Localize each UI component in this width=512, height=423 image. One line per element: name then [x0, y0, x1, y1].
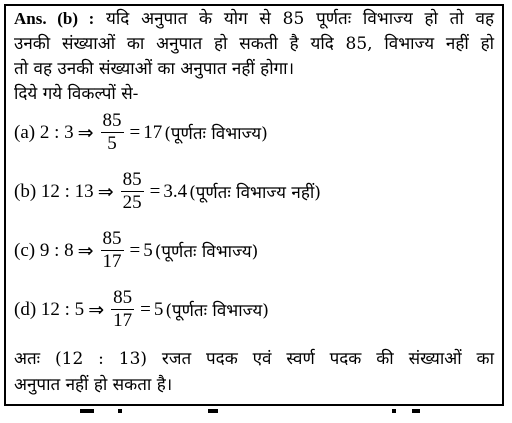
intro-line-3: तो वह उनकी संख्याओं का अनुपात नहीं होगा।	[14, 59, 295, 79]
next-page-bleed	[0, 409, 512, 423]
bleed-mark	[80, 409, 94, 413]
solution-box	[4, 4, 504, 406]
fraction	[111, 287, 134, 332]
bleed-mark	[208, 409, 218, 413]
conclusion-line-2: अनुपात नहीं हो सकता है।	[14, 375, 173, 395]
fraction	[121, 169, 144, 214]
intro-line-1	[14, 8, 494, 30]
intro-line-4: दिये गये विकल्पों से-	[14, 84, 139, 104]
numerator: 85	[102, 110, 122, 131]
numerator: 85	[113, 287, 133, 308]
intro-line-2: उनकी संख्याओं का अनुपात हो सकती है यदि 85, विभाज्य नहीं हो	[14, 34, 494, 54]
denominator: 5	[107, 133, 117, 154]
denominator: 17	[113, 310, 133, 331]
fraction	[101, 110, 124, 155]
answer-label: Ans. (b) :	[14, 9, 95, 28]
option-label: (a) 2 : 3	[14, 121, 74, 143]
intro-text-1: यदि अनुपात के योग से 85 पूर्णतः विभाज्य हो तो वह	[106, 9, 494, 29]
denominator: 17	[102, 251, 122, 272]
bleed-mark	[392, 409, 396, 413]
result: 5	[143, 239, 153, 261]
conclusion-line-1: अतः (12 : 13) रजत पदक एवं स्वर्ण पदक की संख्याओं का	[14, 349, 494, 369]
implies-symbol: ⇒	[77, 121, 94, 144]
divisibility-note: (पूर्णतः विभाज्य नहीं)	[189, 183, 321, 203]
denominator: 25	[122, 192, 142, 213]
result: 17	[143, 121, 163, 143]
option-label: (c) 9 : 8	[14, 239, 74, 261]
divisibility-note: (पूर्णतः विभाज्य)	[164, 124, 268, 144]
option-a	[14, 110, 268, 155]
numerator: 85	[122, 169, 142, 190]
option-label: (d) 12 : 5	[14, 298, 85, 320]
bleed-mark	[118, 409, 122, 413]
option-c	[14, 228, 258, 273]
equals-symbol: =	[149, 180, 161, 202]
equals-symbol: =	[129, 239, 141, 261]
equals-symbol: =	[140, 298, 151, 320]
option-b	[14, 169, 321, 214]
implies-symbol: ⇒	[88, 298, 105, 321]
equals-symbol: =	[129, 121, 141, 143]
option-d	[14, 287, 269, 332]
implies-symbol: ⇒	[97, 180, 114, 203]
fraction	[101, 228, 124, 273]
divisibility-note: (पूर्णतः विभाज्य)	[165, 301, 269, 321]
divisibility-note: (पूर्णतः विभाज्य)	[154, 242, 259, 262]
numerator: 85	[102, 228, 122, 249]
implies-symbol: ⇒	[77, 239, 94, 262]
option-label: (b) 12 : 13	[14, 180, 94, 202]
bleed-mark	[412, 409, 420, 413]
result: 5	[153, 298, 164, 320]
result: 3.4	[163, 180, 188, 202]
